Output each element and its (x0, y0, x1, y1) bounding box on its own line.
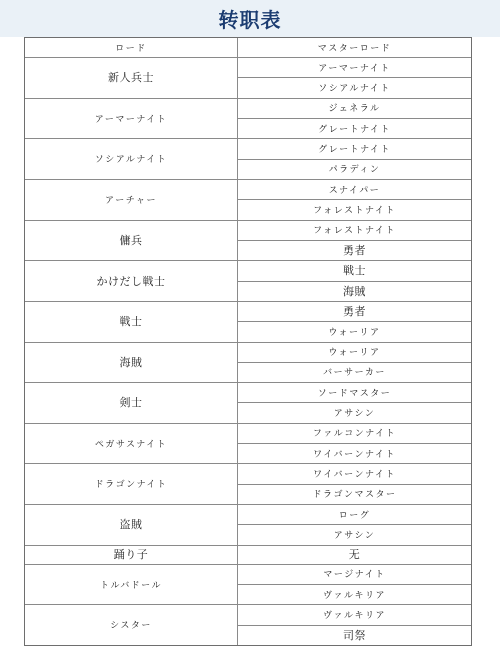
promotion-cell: パラディン (328, 165, 381, 176)
promotion-divider (237, 281, 471, 282)
promotion-cell: ワイバーンナイト (313, 449, 396, 460)
promotion-cell: アサシン (333, 530, 376, 541)
promotion-cell: ドラゴンマスター (312, 490, 397, 501)
promotion-cell: 无 (348, 548, 361, 562)
base-class-cell: トルバドール (99, 580, 162, 591)
promotion-cell: マスターロード (317, 44, 392, 55)
base-class-cell: 盗賊 (119, 518, 143, 532)
promotion-cell: ソシアルナイト (318, 84, 391, 95)
promotion-divider (237, 321, 471, 322)
promotion-cell: グレートナイト (318, 145, 391, 156)
promotion-divider (237, 484, 471, 485)
promotion-divider (237, 240, 471, 241)
promotion-cell: バーサーカー (323, 368, 386, 379)
promotion-divider (237, 524, 471, 525)
promotion-divider (237, 118, 471, 119)
promotion-cell: アーマーナイト (318, 63, 391, 74)
promotion-cell: スナイパー (328, 185, 381, 196)
promotion-cell: マージナイト (323, 570, 386, 581)
promotion-divider (237, 199, 471, 200)
promotion-cell: アサシン (333, 409, 376, 420)
promotion-cell: ウォーリア (328, 327, 381, 338)
page-title: 转职表 (218, 8, 282, 32)
promotion-cell: ファルコンナイト (312, 429, 397, 440)
base-class-cell: ソシアルナイト (94, 155, 168, 166)
promotion-cell: グレートナイト (318, 124, 391, 135)
promotion-divider (237, 77, 471, 78)
promotion-cell: ヴァルキリア (323, 611, 386, 622)
base-class-cell: 剣士 (119, 396, 143, 410)
promotion-cell: ローグ (338, 510, 371, 521)
promotion-cell: ウォーリア (328, 348, 381, 359)
promotion-cell: ヴァルキリア (323, 590, 386, 601)
base-class-cell: かけだし戦士 (96, 274, 166, 288)
promotion-divider (237, 625, 471, 626)
base-class-cell: 踊り子 (113, 548, 149, 562)
base-class-cell: アーマーナイト (94, 114, 168, 125)
base-class-cell: ドラゴンナイト (94, 480, 168, 491)
base-class-cell: アーチャー (105, 195, 157, 206)
promotion-cell: フォレストナイト (313, 205, 396, 216)
promotion-divider (237, 443, 471, 444)
class-change-table (24, 37, 472, 646)
promotion-cell: フォレストナイト (313, 226, 396, 237)
base-class-cell: 傭兵 (119, 233, 143, 247)
promotion-cell: 勇者 (343, 244, 366, 258)
base-class-cell: 海賊 (119, 355, 143, 369)
base-class-cell: ロード (115, 44, 147, 55)
promotion-divider (237, 584, 471, 585)
base-class-cell: 戦士 (119, 315, 143, 329)
base-class-cell: ペガサスナイト (94, 439, 168, 450)
base-class-cell: 新人兵士 (108, 71, 154, 85)
promotion-divider (237, 362, 471, 363)
promotion-cell: 戦士 (343, 264, 366, 278)
promotion-cell: ワイバーンナイト (313, 470, 396, 481)
promotion-cell: 勇者 (343, 305, 366, 319)
promotion-cell: ソードマスター (317, 388, 392, 399)
promotion-cell: 海賊 (343, 284, 366, 298)
promotion-cell: 司祭 (343, 628, 366, 642)
promotion-divider (237, 402, 471, 403)
promotion-divider (237, 159, 471, 160)
promotion-cell: ジェネラル (328, 104, 381, 115)
base-class-cell: シスター (110, 621, 152, 632)
